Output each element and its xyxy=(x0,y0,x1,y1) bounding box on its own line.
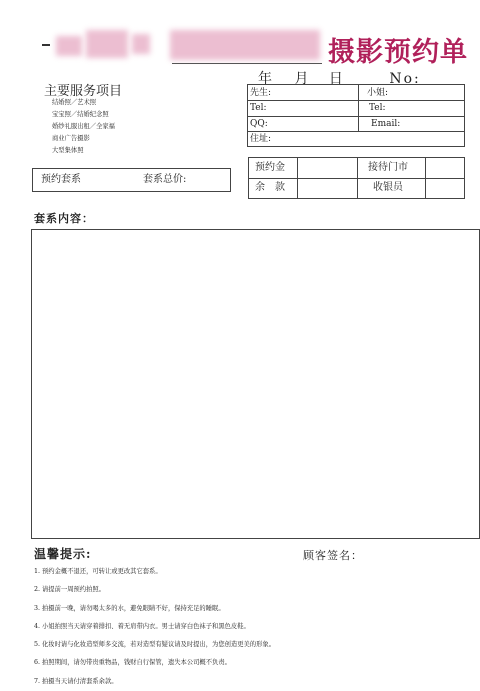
tip-item: 6. 拍照期间，请勿带贵重物品，钱财自行保管，遗失本公司概不负责。 xyxy=(34,659,231,667)
row-divider xyxy=(248,131,464,132)
address-field[interactable]: 住址: xyxy=(250,134,272,144)
blurred-logo xyxy=(132,34,150,54)
miss-field[interactable]: 小姐: xyxy=(367,88,389,98)
year-label: 年 xyxy=(258,71,274,87)
service-item: 婚纱礼服出租／全家福 xyxy=(52,123,115,131)
package-label: 预约套系 xyxy=(41,174,81,185)
service-item: 大型集体照 xyxy=(52,147,84,155)
service-item: 宝宝照／结婚纪念照 xyxy=(52,111,109,119)
balance-label: 余 款 xyxy=(255,182,285,193)
number-label: No: xyxy=(389,71,421,87)
tip-item: 4. 小姐拍照当天请穿着排扣、着无肩带内衣。男士请穿白色袜子和黑色皮鞋。 xyxy=(34,622,250,630)
title-underline xyxy=(172,63,322,64)
blurred-studio-name xyxy=(170,30,320,60)
deposit-label: 预约金 xyxy=(255,162,285,173)
tip-item: 1. 预约金概不退还，可转让或更改其它套系。 xyxy=(34,568,162,575)
qq-field[interactable]: QQ: xyxy=(250,119,268,129)
services-list xyxy=(52,97,115,157)
tip-item: 5. 化妆时请与化妆造型师多交流，若对造型有疑议请及时提出，为您创造更美的形象。 xyxy=(34,641,275,649)
mr-field[interactable]: 先生: xyxy=(250,88,272,98)
tip-item: 7. 拍摄当天请付清套系余款。 xyxy=(34,677,118,685)
blurred-logo xyxy=(56,36,82,56)
tip-item: 3. 拍摄前一晚，请勿喝太多的水，避免眼睛不好，保持充足的睡眠。 xyxy=(34,604,225,612)
service-item: 商业广告摄影 xyxy=(52,135,90,143)
col-divider xyxy=(358,85,359,131)
col-divider xyxy=(425,158,426,198)
customer-signature-label: 顾客签名： xyxy=(303,549,363,562)
payment-table xyxy=(248,157,465,199)
total-price-label: 套系总价: xyxy=(143,174,187,185)
day-label: 日 xyxy=(328,71,345,87)
tel-left-field[interactable]: Tel: xyxy=(250,103,267,113)
tips-title: 温馨提示: xyxy=(34,547,92,561)
row-divider xyxy=(248,116,464,117)
tips-list xyxy=(34,563,275,691)
form-title: 摄影预约单 xyxy=(328,37,468,68)
package-row xyxy=(32,168,231,192)
col-divider xyxy=(297,158,298,198)
package-content-label: 套系内容： xyxy=(34,212,94,225)
tel-right-field[interactable]: Tel: xyxy=(369,103,386,113)
services-title: 主要服务项目 xyxy=(44,84,123,99)
dash-mark xyxy=(42,44,50,46)
blurred-logo xyxy=(86,30,128,58)
email-field[interactable]: Email: xyxy=(371,119,401,129)
contact-table xyxy=(247,84,465,147)
col-divider xyxy=(357,158,358,198)
package-content-box[interactable] xyxy=(31,229,480,539)
cashier-label: 收银员 xyxy=(373,182,403,193)
service-item: 结婚照／艺术照 xyxy=(52,99,97,106)
receptionist-label: 接待门市 xyxy=(368,162,408,173)
row-divider xyxy=(248,100,464,101)
tip-item: 2. 请提前一周预约拍照。 xyxy=(34,586,105,594)
month-label: 月 xyxy=(294,71,311,87)
